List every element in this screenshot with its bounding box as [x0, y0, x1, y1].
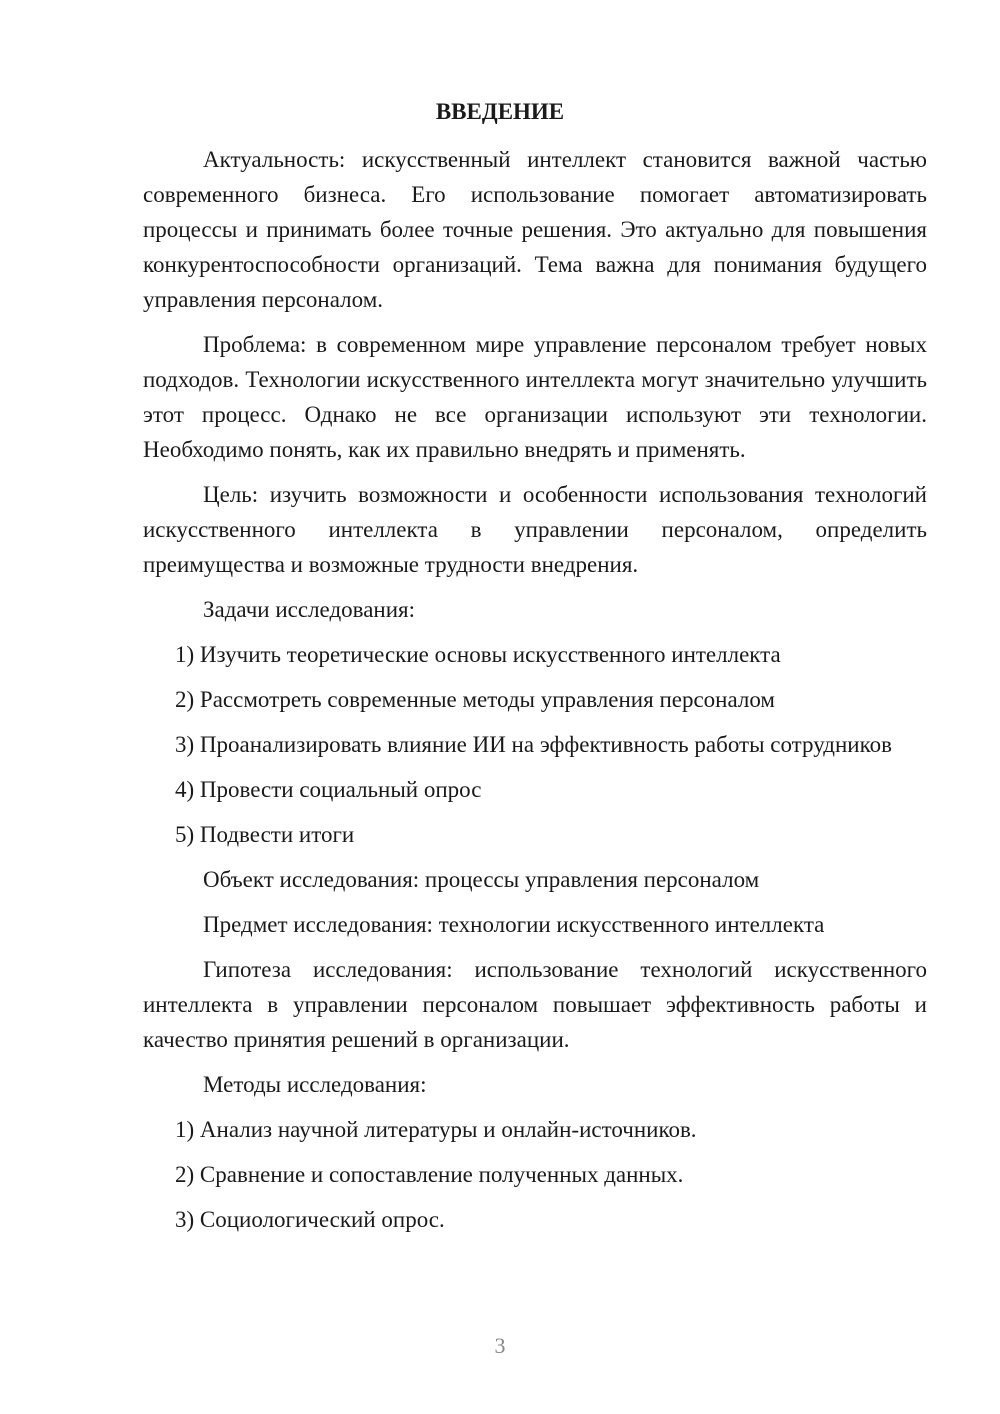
research-object: Объект исследования: процессы управления персоналом: [203, 867, 760, 892]
document-body: [143, 142, 927, 1247]
goal-paragraph: Цель: изучить возможности и особенности использования технологий искусственного интеллекта в управлении персоналом, определить преимущества и возможные трудности внедрения.: [143, 482, 927, 577]
task-item: 4) Провести социальный опрос: [175, 777, 482, 802]
task-item: 1) Изучить теоретические основы искусственного интеллекта: [175, 642, 781, 667]
method-item: 2) Сравнение и сопоставление полученных данных.: [175, 1162, 684, 1187]
page-title: ВВЕДЕНИЕ: [435, 99, 565, 124]
task-item: 2) Рассмотреть современные методы управления персоналом: [175, 687, 775, 712]
page-number: 3: [494, 1333, 506, 1358]
research-subject: Предмет исследования: технологии искусственного интеллекта: [203, 912, 825, 937]
task-item: 5) Подвести итоги: [175, 822, 355, 847]
task-item: 3) Проанализировать влияние ИИ на эффективность работы сотрудников: [175, 732, 892, 757]
problem-paragraph: Проблема: в современном мире управление персоналом требует новых подходов. Технологии искусственного интеллекта могут значительно улучшить этот процесс. Однако не все организации используют эти технологии. Необходимо понять, как их правильно внедрять и применять.: [143, 332, 927, 462]
research-hypothesis: Гипотеза исследования: использование технологий искусственного интеллекта в управлении персоналом повышает эффективность работы и качество принятия решений в организации.: [143, 957, 927, 1052]
relevance-paragraph: Актуальность: искусственный интеллект становится важной частью современного бизнеса. Его использование помогает автоматизировать процессы и принимать более точные решения. Это актуально для повышения конкурентоспособности организаций. Тема важна для понимания будущего управления персоналом.: [143, 147, 927, 312]
methods-heading: Методы исследования:: [203, 1072, 427, 1097]
method-item: 3) Социологический опрос.: [175, 1207, 445, 1232]
method-item: 1) Анализ научной литературы и онлайн-источников.: [175, 1117, 697, 1142]
tasks-heading: Задачи исследования:: [203, 597, 416, 622]
